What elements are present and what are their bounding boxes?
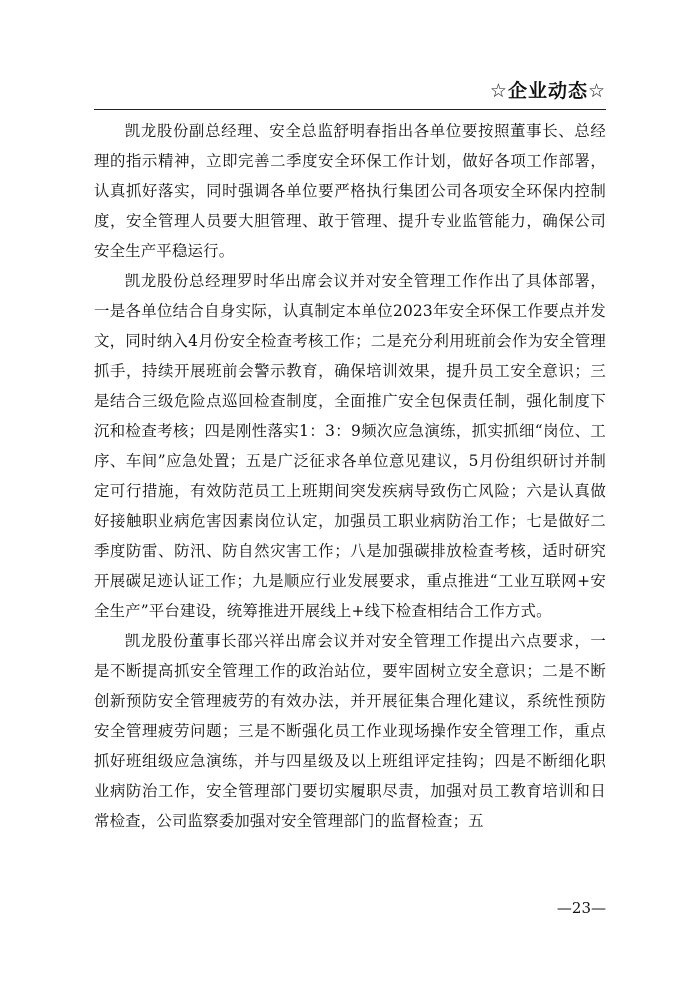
header-divider bbox=[94, 109, 606, 110]
page-number: —23— bbox=[556, 899, 606, 917]
paragraph-vice-gm: 凯龙股份副总经理、安全总监舒明春指出各单位要按照董事长、总经理的指示精神，立即完善二季度安全环保工作计划，做好各项工作部署，认真抓好落实，同时强调各单位要严格执行集团公司各项安全环保内控制度，安全管理人员要大胆管理、敢于管理、提升专业监管能力，确保公司安全生产平稳运行。 bbox=[94, 122, 606, 260]
section-header-title: ☆企业动态☆ bbox=[489, 80, 606, 102]
article-body bbox=[94, 116, 606, 836]
paragraph-gm: 凯龙股份总经理罗时华出席会议并对安全管理工作作出了具体部署，一是各单位结合自身实际，认真制定本单位2023年安全环保工作要点并发文，同时纳入4月份安全检查考核工作；二是充分利用班前会作为安全管理抓手，持续开展班前会警示教育，确保培训效果，提升员工安全意识；三是结合三级危险点巡回检查制度，全面推广安全包保责任制，强化制度下沉和检查考核；四是刚性落实1：3：9频次应急演练，抓实抓细“岗位、工序、车间”应急处置；五是广泛征求各单位意见建议，5月份组织研讨并制定可行措施，有效防范员工上班期间突发疾病导致伤亡风险；六是认真做好接触职业病危害因素岗位认定，加强员工职业病防治工作；七是做好二季度防雷、防汛、防自然灾害工作；八是加强碳排放检查考核，适时研究开展碳足迹认证工作；九是顺应行业发展要求，重点推进“工业互联网+安全生产”平台建设，统筹推进开展线上+线下检查相结合工作方式。 bbox=[94, 272, 606, 620]
paragraph-chairman: 凯龙股份董事长邵兴祥出席会议并对安全管理工作提出六点要求，一是不断提高抓安全管理工作的政治站位，要牢固树立安全意识；二是不断创新预防安全管理疲劳的有效办法，并开展征集合理化建议，系统性预防安全管理疲劳问题；三是不断强化员工作业现场操作安全管理工作，重点抓好班组级应急演练，并与四星级及以上班组评定挂钩；四是不断细化职业病防治工作，安全管理部门要切实履职尽责，加强对员工教育培训和日常检查，公司监察委加强对安全管理部门的监督检查；五 bbox=[94, 632, 606, 830]
